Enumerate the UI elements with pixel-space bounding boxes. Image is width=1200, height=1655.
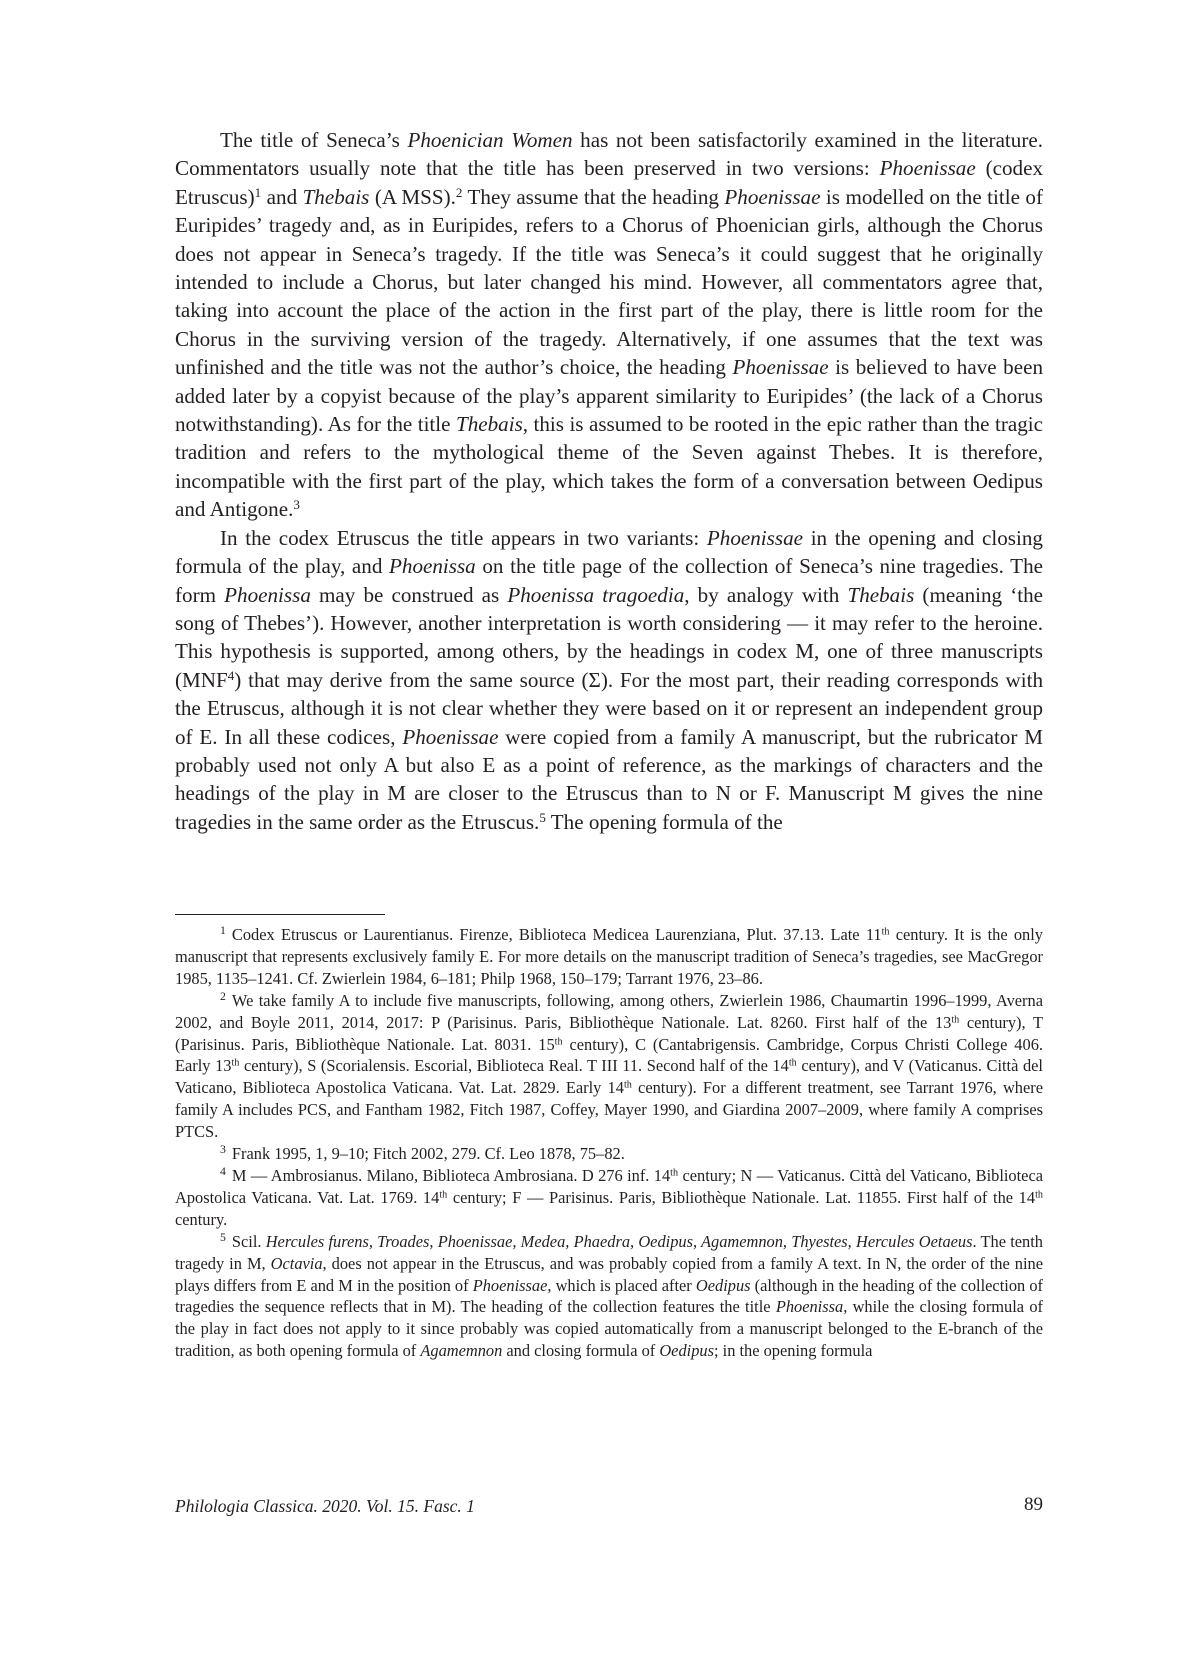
- ordinal-suffix: th: [670, 1167, 679, 1179]
- italic-title: Oedipus: [695, 1275, 751, 1295]
- footnote-ref-2[interactable]: 2: [455, 184, 463, 200]
- text-run: They assume that the heading: [462, 184, 725, 209]
- text-run: in the opening and closing formula of the play, and: [175, 525, 1043, 579]
- italic-title: Thebais: [847, 582, 915, 607]
- ordinal-suffix: th: [231, 1057, 240, 1069]
- italic-title: Phoenissa: [389, 554, 476, 579]
- italic-title: Phoenissa: [775, 1297, 844, 1317]
- text-run: and: [261, 184, 303, 209]
- italic-title: Hercules furens, Troades, Phoenissae, Medea, Phaedra, Oedipus, Agamemnon, Thyestes, Hercules Oetaeus: [265, 1231, 973, 1251]
- text-run: century), S (Scorialensis. Escorial, Biblioteca Real. T III 11. Second half of the 14: [239, 1056, 789, 1076]
- italic-title: Phoenissae: [706, 525, 803, 550]
- italic-title: Oedipus: [659, 1341, 714, 1361]
- footnote-number: 1: [220, 923, 226, 938]
- text-run: , this is assumed to be rooted in the epic rather than the tragic tradition and refers to the mythological theme of the Seven against Thebes. It is therefore, incompatible with the first part of the play, which takes the form of a conversation between Oedipus and Antigone.: [175, 412, 1043, 522]
- italic-title: Phoenissae: [724, 184, 821, 209]
- italic-title: Phoenissa: [224, 582, 311, 607]
- footnote-number: 2: [220, 988, 226, 1003]
- italic-title: Phoenissae: [732, 355, 829, 380]
- text-run: is modelled on the title of Euripides’ tragedy and, as in Euripides, refers to a Chorus of Phoenician girls, although the Chorus does not appear in Seneca’s tragedy. If the title was Seneca’s it could suggest that he originally intended to include a Chorus, but later changed his mind. However, all commentators agree that, taking into account the place of the action in the first part of the play, there is little room for the Chorus in the surviving version of the tragedy. Alternatively, if one assumes that the text was unfinished and the title was not the author’s choice, the heading: [175, 184, 1043, 380]
- footnote-number: 3: [220, 1142, 226, 1157]
- italic-title: Octavia: [270, 1253, 323, 1273]
- footnote-2: [175, 990, 1043, 1143]
- text-run: (although in the heading of the collection of tragedies the sequence reflects that in M). The heading of the collection features the title: [175, 1275, 1043, 1317]
- ordinal-suffix: th: [554, 1035, 563, 1047]
- text-run: (codex Etruscus): [175, 156, 1043, 209]
- text-run: century), and V (Vaticanus. Città del Vaticano, Biblioteca Apostolica Vaticana. Vat. Lat. 2829. Early 14: [175, 1056, 1043, 1098]
- italic-title: Agamemnon: [420, 1341, 503, 1361]
- footnote-5: [175, 1231, 1043, 1362]
- text-run: Scil.: [231, 1231, 266, 1251]
- text-run: has not been satisfactorily examined in the literature. Commentators usually note that the title has been preserved in two versions:: [175, 128, 1043, 181]
- italic-title: Phoenissae: [879, 156, 976, 181]
- text-run: . The tenth tragedy in M,: [175, 1231, 1043, 1273]
- ordinal-suffix: th: [788, 1057, 797, 1069]
- text-run: were copied from a family A manuscript, but the rubricator M probably used not only A but also E as a point of reference, as the markings of characters and the headings of the play in M are closer to the Etruscus than to N or F. Manuscript M gives the nine tragedies in the same order as the Etruscus.: [175, 724, 1043, 834]
- text-run: In the codex Etruscus the title appears in two variants:: [220, 525, 707, 550]
- footnote-ref-4[interactable]: 4: [227, 667, 235, 683]
- italic-title: Thebais: [455, 412, 523, 437]
- text-run: , while the closing formula of the play in fact does not apply to it since probably was copied automatically from a manuscript belonged to the E-branch of the tradition, as both opening formula of: [175, 1297, 1043, 1361]
- journal-reference: Philologia Classica. 2020. Vol. 15. Fasc. 1: [175, 1496, 475, 1516]
- main-text: [175, 126, 1043, 836]
- text-run: century. It is the only manuscript that represents exclusively family E. For more details on the manuscript tradition of Seneca’s tragedies, see MacGregor 1985, 1135–1241. Cf. Zwierlein 1984, 6–181; Philp 1968, 150–179; Tarrant 1976, 23–86.: [175, 925, 1044, 988]
- text-run: is believed to have been added later by a copyist because of the play’s apparent similarity to Euripides’ (the lack of a Chorus notwithstanding). As for the title: [175, 355, 1043, 437]
- text-run: M — Ambrosianus. Milano, Biblioteca Ambrosiana. D 276 inf. 14: [231, 1165, 671, 1185]
- italic-title: Phoenissae: [472, 1275, 548, 1295]
- text-run: century), C (Cantabrigensis. Cambridge, Corpus Christi College 406. Early 13: [175, 1034, 1043, 1076]
- ordinal-suffix: th: [623, 1079, 632, 1091]
- footnote-ref-1[interactable]: 1: [254, 184, 262, 200]
- text-run: , by analogy with: [684, 582, 848, 607]
- text-run: century.: [175, 1209, 228, 1229]
- footnote-3: [175, 1143, 1043, 1165]
- footnote-4: [175, 1165, 1043, 1231]
- italic-title: Thebais: [302, 184, 370, 209]
- footnote-1: [175, 924, 1043, 990]
- ordinal-suffix: th: [881, 926, 890, 938]
- text-run: (A MSS).: [369, 184, 456, 209]
- italic-title: Phoenician Women: [407, 128, 573, 152]
- text-run: The opening formula of the: [545, 809, 783, 834]
- text-run: may be construed as: [310, 582, 508, 607]
- text-run: Codex Etruscus or Laurentianus. Firenze, Biblioteca Medicea Laurenziana, Plut. 37.13. Late 11: [231, 925, 882, 944]
- footnote-separator: [175, 914, 385, 915]
- text-run: century), T (Parisinus. Paris, Bibliothèque Nationale. Lat. 8031. 15: [175, 1012, 1043, 1054]
- text-run: , does not appear in the Etruscus, and was probably copied from a family A text. In N, the order of the nine plays differs from E and M in the position of: [175, 1253, 1043, 1295]
- paragraph-1: [175, 126, 1043, 524]
- text-run: We take family A to include five manuscripts, following, among others, Zwierlein 1986, Chaumartin 1996–1999, Averna 2002, and Boyle 2011, 2014, 2017: P (Parisinus. Paris, Bibliothèque Nationale. Lat. 8260. First half of the 13: [175, 990, 1043, 1032]
- ordinal-suffix: th: [439, 1189, 448, 1201]
- text-run: , which is placed after: [547, 1275, 696, 1295]
- footnote-number: 4: [220, 1164, 226, 1179]
- italic-title: Phoenissa tragoedia: [507, 582, 685, 607]
- text-run: century; N — Vaticanus. Città del Vaticano, Biblioteca Apostolica Vaticana. Vat. Lat. 1769. 14: [175, 1165, 1043, 1207]
- footnote-number: 5: [220, 1229, 226, 1244]
- footnotes: [175, 924, 1043, 1362]
- text-run: (meaning ‘the song of Thebes’). However, another interpretation is worth considering — it may refer to the heroine. This hypothesis is supported, among others, by the headings in codex M, one of three manuscripts (MNF: [175, 582, 1044, 692]
- text-run: ; in the opening formula: [713, 1341, 873, 1361]
- ordinal-suffix: th: [951, 1014, 960, 1026]
- text-run: century). For a different treatment, see Tarrant 1976, where family A includes PCS, and Fantham 1982, Fitch 1987, Coffey, Mayer 1990, and Giardina 2007–2009, where family A comprises PTCS.: [175, 1078, 1043, 1142]
- ordinal-suffix: th: [1035, 1189, 1043, 1201]
- paragraph-2: [175, 524, 1043, 836]
- text-run: The title of Seneca’s: [220, 128, 408, 152]
- text-run: Frank 1995, 1, 9–10; Fitch 2002, 279. Cf. Leo 1878, 75–82.: [231, 1144, 625, 1164]
- italic-title: Phoenissae: [402, 724, 499, 749]
- footnote-ref-3[interactable]: 3: [293, 497, 300, 513]
- footnote-ref-5[interactable]: 5: [539, 809, 546, 825]
- text-run: on the title page of the collection of Seneca’s nine tragedies. The form: [175, 554, 1043, 607]
- text-run: ) that may derive from the same source (Σ). For the most part, their reading corresponds with the Etruscus, although it is not clear whether they were based on it or represent an independent group of E. In all these codices,: [175, 667, 1043, 749]
- text-run: and closing formula of: [502, 1341, 660, 1361]
- page-number: 89: [1024, 1494, 1043, 1515]
- text-run: century; F — Parisinus. Paris, Bibliothèque Nationale. Lat. 11855. First half of the 14: [447, 1187, 1036, 1207]
